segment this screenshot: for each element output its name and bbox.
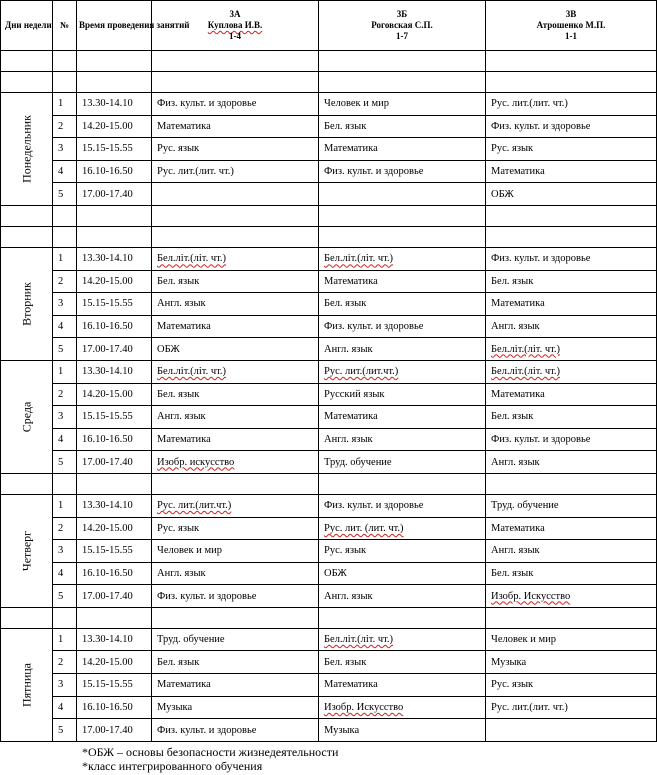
- empty-cell: [152, 205, 319, 226]
- subject-3a: Англ. язык: [152, 562, 319, 585]
- lesson-number: 4: [53, 562, 77, 585]
- lesson-row: [1, 315, 657, 338]
- lesson-number: 5: [53, 183, 77, 206]
- lesson-row: [1, 338, 657, 361]
- subject-3v: Рус. лит.(лит. чт.): [486, 93, 657, 116]
- subject-3b: Математика: [319, 270, 486, 293]
- subject-3v: [486, 719, 657, 742]
- lesson-time: 16.10-16.50: [77, 696, 152, 719]
- empty-cell: [53, 607, 77, 628]
- lesson-number: 1: [53, 93, 77, 116]
- subject-3b: Бел. язык: [319, 115, 486, 138]
- lesson-time: 17.00-17.40: [77, 183, 152, 206]
- lesson-row: [1, 517, 657, 540]
- lesson-row: [1, 719, 657, 742]
- subject-3b: Англ. язык: [319, 338, 486, 361]
- subject-3b: Бел.літ.(літ. чт.): [319, 247, 486, 270]
- empty-cell: [152, 473, 319, 494]
- subject-3v: Бел. язык: [486, 406, 657, 429]
- lesson-number: 2: [53, 383, 77, 406]
- subject-3v: Бел. язык: [486, 562, 657, 585]
- lesson-row: [1, 674, 657, 697]
- lesson-time: 16.10-16.50: [77, 315, 152, 338]
- day-cell: [1, 628, 53, 741]
- lesson-time: 13.30-14.10: [77, 247, 152, 270]
- subject-3v: Математика: [486, 517, 657, 540]
- footnote: *ОБЖ – основы безопасности жизнедеятельности: [82, 745, 339, 759]
- footnote: *класс интегрированного обучения: [82, 759, 263, 773]
- lesson-time: 14.20-15.00: [77, 651, 152, 674]
- lesson-time: 14.20-15.00: [77, 517, 152, 540]
- subject-3v: ОБЖ: [486, 183, 657, 206]
- day-cell: [1, 93, 53, 206]
- lesson-number: 3: [53, 138, 77, 161]
- subject-3a: Бел. язык: [152, 383, 319, 406]
- subject-3v: Физ. культ. и здоровье: [486, 247, 657, 270]
- subject-3a: Бел.літ.(літ. чт.): [152, 360, 319, 383]
- empty-cell: [77, 205, 152, 226]
- lesson-row: [1, 115, 657, 138]
- lesson-number: 4: [53, 428, 77, 451]
- subject-3a: Физ. культ. и здоровье: [152, 719, 319, 742]
- lesson-time: 16.10-16.50: [77, 160, 152, 183]
- subject-3b: Бел.літ.(літ. чт.): [319, 628, 486, 651]
- subject-3v: Математика: [486, 160, 657, 183]
- empty-cell: [319, 51, 486, 72]
- subject-3v: Англ. язык: [486, 315, 657, 338]
- lesson-row: [1, 628, 657, 651]
- subject-3v: Изобр. Искусство: [486, 585, 657, 608]
- lesson-number: 3: [53, 406, 77, 429]
- empty-cell: [486, 51, 657, 72]
- lesson-number: 1: [53, 494, 77, 517]
- lesson-number: 1: [53, 628, 77, 651]
- day-name: Вторник: [19, 282, 33, 326]
- lesson-time: 14.20-15.00: [77, 383, 152, 406]
- empty-cell: [53, 473, 77, 494]
- class-name: 3Б: [396, 9, 408, 19]
- lesson-time: 15.15-15.55: [77, 674, 152, 697]
- lesson-row: [1, 360, 657, 383]
- subject-3b: Музыка: [319, 719, 486, 742]
- lesson-number: 5: [53, 451, 77, 474]
- subject-3b: ОБЖ: [319, 562, 486, 585]
- subject-3a: Математика: [152, 674, 319, 697]
- subject-3a: Бел. язык: [152, 651, 319, 674]
- subject-3v: Рус. лит.(лит. чт.): [486, 696, 657, 719]
- lesson-number: 3: [53, 540, 77, 563]
- empty-cell: [486, 205, 657, 226]
- subject-3a: Физ. культ. и здоровье: [152, 585, 319, 608]
- lesson-row: [1, 138, 657, 161]
- class-teacher: Атрошенко М.П.: [536, 20, 606, 30]
- lesson-row: [1, 93, 657, 116]
- subject-3a: Музыка: [152, 696, 319, 719]
- lesson-time: 17.00-17.40: [77, 719, 152, 742]
- subject-3a: Математика: [152, 315, 319, 338]
- empty-cell: [53, 72, 77, 93]
- subject-3b: Англ. язык: [319, 428, 486, 451]
- subject-3a: ОБЖ: [152, 338, 319, 361]
- number-column-header: №: [53, 1, 77, 51]
- class-teacher: Роговская С.П.: [371, 20, 433, 30]
- subject-3b: Физ. культ. и здоровье: [319, 494, 486, 517]
- subject-3v: Рус. язык: [486, 674, 657, 697]
- subject-3v: Математика: [486, 293, 657, 316]
- subject-3v: Труд. обучение: [486, 494, 657, 517]
- lesson-number: 2: [53, 115, 77, 138]
- lesson-number: 5: [53, 719, 77, 742]
- lesson-time: 14.20-15.00: [77, 270, 152, 293]
- subject-3a: Рус. лит.(лит.чт.): [152, 494, 319, 517]
- subject-3b: Труд. обучение: [319, 451, 486, 474]
- subject-3b: Физ. культ. и здоровье: [319, 315, 486, 338]
- lesson-time: 17.00-17.40: [77, 451, 152, 474]
- class-teacher: Куплова И.В.: [207, 20, 263, 30]
- lesson-row: [1, 183, 657, 206]
- lesson-number: 2: [53, 651, 77, 674]
- day-name: Среда: [19, 401, 33, 433]
- subject-3b: Рус. лит. (лит. чт.): [319, 517, 486, 540]
- lesson-time: 16.10-16.50: [77, 562, 152, 585]
- subject-3a: Рус. язык: [152, 517, 319, 540]
- subject-3b: Бел. язык: [319, 293, 486, 316]
- spacer-row: [1, 226, 657, 247]
- lesson-time: 15.15-15.55: [77, 293, 152, 316]
- lesson-number: 5: [53, 585, 77, 608]
- spacer-row: [1, 473, 657, 494]
- day-cell: [1, 247, 53, 360]
- subject-3v: Англ. язык: [486, 451, 657, 474]
- spacer-row: [1, 72, 657, 93]
- day-column-header: Дни недели: [1, 1, 53, 51]
- subject-3v: Музыка: [486, 651, 657, 674]
- day-name: Четверг: [19, 530, 33, 571]
- empty-cell: [319, 226, 486, 247]
- lesson-time: 14.20-15.00: [77, 115, 152, 138]
- lesson-row: [1, 562, 657, 585]
- empty-cell: [152, 51, 319, 72]
- subject-3v: Человек и мир: [486, 628, 657, 651]
- subject-3a: Рус. язык: [152, 138, 319, 161]
- time-column-header: Время проведения занятий: [77, 1, 152, 51]
- lesson-time: 15.15-15.55: [77, 540, 152, 563]
- subject-3v: Бел.літ.(літ. чт.): [486, 338, 657, 361]
- subject-3b: Изобр. Искусство: [319, 696, 486, 719]
- subject-3a: Математика: [152, 115, 319, 138]
- lesson-row: [1, 540, 657, 563]
- empty-cell: [77, 607, 152, 628]
- lesson-row: [1, 494, 657, 517]
- subject-3v: Бел. язык: [486, 270, 657, 293]
- subject-3a: Англ. язык: [152, 293, 319, 316]
- class-name: 3В: [565, 9, 577, 19]
- empty-cell: [486, 607, 657, 628]
- subject-3a: [152, 183, 319, 206]
- lesson-time: 16.10-16.50: [77, 428, 152, 451]
- lesson-row: [1, 696, 657, 719]
- day-name: Пятница: [19, 662, 33, 707]
- lesson-number: 1: [53, 360, 77, 383]
- empty-cell: [1, 205, 53, 226]
- lesson-number: 3: [53, 674, 77, 697]
- empty-cell: [1, 226, 53, 247]
- day-cell: [1, 494, 53, 607]
- header-row: [1, 1, 657, 51]
- subject-3b: Математика: [319, 674, 486, 697]
- subject-3b: Англ. язык: [319, 585, 486, 608]
- lesson-number: 2: [53, 517, 77, 540]
- empty-cell: [77, 226, 152, 247]
- footnotes: [82, 745, 338, 773]
- class-group: 1-4: [229, 31, 241, 41]
- day-cell: [1, 360, 53, 473]
- class-3v-header: [486, 1, 657, 51]
- subject-3b: Физ. культ. и здоровье: [319, 160, 486, 183]
- subject-3v: Рус. язык: [486, 138, 657, 161]
- empty-cell: [77, 72, 152, 93]
- class-group: 1-1: [565, 31, 577, 41]
- subject-3a: Рус. лит.(лит. чт.): [152, 160, 319, 183]
- subject-3b: Математика: [319, 406, 486, 429]
- subject-3a: Труд. обучение: [152, 628, 319, 651]
- lesson-row: [1, 585, 657, 608]
- empty-cell: [486, 72, 657, 93]
- lesson-time: 13.30-14.10: [77, 93, 152, 116]
- empty-cell: [1, 473, 53, 494]
- empty-cell: [486, 226, 657, 247]
- subject-3b: Человек и мир: [319, 93, 486, 116]
- empty-cell: [53, 205, 77, 226]
- lesson-number: 2: [53, 270, 77, 293]
- empty-cell: [1, 51, 53, 72]
- empty-cell: [77, 473, 152, 494]
- subject-3a: Изобр. искусство: [152, 451, 319, 474]
- subject-3a: Человек и мир: [152, 540, 319, 563]
- lesson-row: [1, 270, 657, 293]
- lesson-number: 1: [53, 247, 77, 270]
- subject-3b: Русский язык: [319, 383, 486, 406]
- lesson-time: 15.15-15.55: [77, 138, 152, 161]
- lesson-row: [1, 451, 657, 474]
- subject-3a: Математика: [152, 428, 319, 451]
- subject-3v: Физ. культ. и здоровье: [486, 115, 657, 138]
- lesson-number: 4: [53, 696, 77, 719]
- empty-cell: [319, 473, 486, 494]
- class-3b-header: [319, 1, 486, 51]
- class-group: 1-7: [396, 31, 408, 41]
- empty-cell: [53, 226, 77, 247]
- empty-cell: [319, 205, 486, 226]
- lesson-time: 17.00-17.40: [77, 585, 152, 608]
- lesson-row: [1, 160, 657, 183]
- lesson-number: 4: [53, 160, 77, 183]
- subject-3v: Англ. язык: [486, 540, 657, 563]
- lesson-time: 13.30-14.10: [77, 494, 152, 517]
- empty-cell: [152, 72, 319, 93]
- empty-cell: [53, 51, 77, 72]
- lesson-number: 3: [53, 293, 77, 316]
- spacer-row: [1, 607, 657, 628]
- subject-3a: Бел. язык: [152, 270, 319, 293]
- empty-cell: [1, 607, 53, 628]
- subject-3v: Математика: [486, 383, 657, 406]
- lesson-time: 15.15-15.55: [77, 406, 152, 429]
- lesson-time: 13.30-14.10: [77, 360, 152, 383]
- subject-3v: Физ. культ. и здоровье: [486, 428, 657, 451]
- subject-3b: Математика: [319, 138, 486, 161]
- empty-cell: [1, 72, 53, 93]
- lesson-row: [1, 651, 657, 674]
- spacer-row: [1, 205, 657, 226]
- lesson-row: [1, 293, 657, 316]
- lesson-time: 13.30-14.10: [77, 628, 152, 651]
- subject-3b: Бел. язык: [319, 651, 486, 674]
- subject-3v: Бел.літ.(літ. чт.): [486, 360, 657, 383]
- subject-3b: [319, 183, 486, 206]
- empty-cell: [319, 72, 486, 93]
- empty-cell: [319, 607, 486, 628]
- spacer-row: [1, 51, 657, 72]
- subject-3b: Рус. лит.(лит.чт.): [319, 360, 486, 383]
- lesson-row: [1, 383, 657, 406]
- empty-cell: [152, 607, 319, 628]
- empty-cell: [152, 226, 319, 247]
- subject-3a: Бел.літ.(літ. чт.): [152, 247, 319, 270]
- lesson-number: 5: [53, 338, 77, 361]
- day-name: Понедельник: [19, 115, 33, 183]
- subject-3a: Англ. язык: [152, 406, 319, 429]
- lesson-number: 4: [53, 315, 77, 338]
- lesson-row: [1, 428, 657, 451]
- subject-3b: Рус. язык: [319, 540, 486, 563]
- lesson-time: 17.00-17.40: [77, 338, 152, 361]
- class-name: 3А: [229, 9, 241, 19]
- empty-cell: [486, 473, 657, 494]
- lesson-row: [1, 247, 657, 270]
- subject-3a: Физ. культ. и здоровье: [152, 93, 319, 116]
- empty-cell: [77, 51, 152, 72]
- lesson-row: [1, 406, 657, 429]
